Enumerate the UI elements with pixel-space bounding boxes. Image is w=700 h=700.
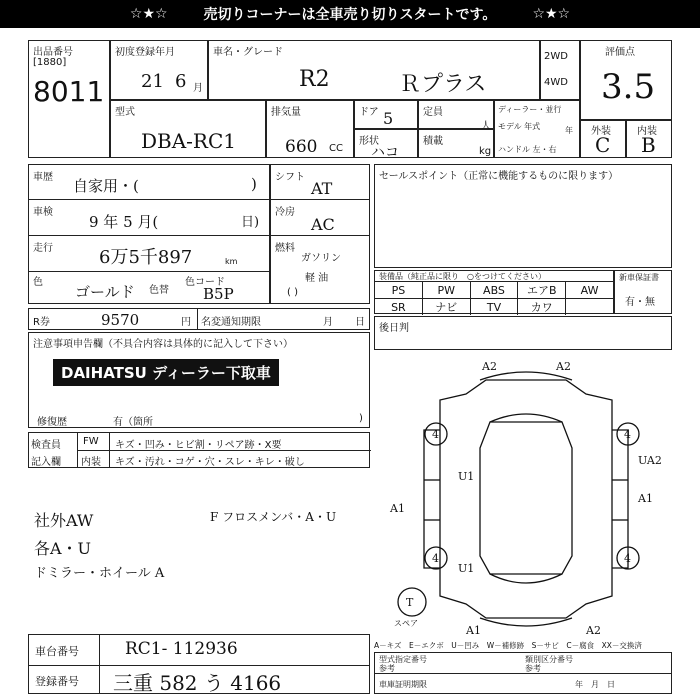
equip-empty <box>566 299 613 315</box>
inspector-note-1: 社外AW <box>34 511 94 530</box>
banner-text: 売切りコーナーは全車売り切りスタートです。 <box>203 7 497 23</box>
dealer-trade: DAIHATSU ディーラー下取車 <box>53 359 279 386</box>
eval-box <box>580 40 672 120</box>
tire-rr: 4 <box>624 552 631 565</box>
doors: 5 <box>383 109 394 128</box>
car-name: R2 <box>299 67 330 92</box>
handle-label: ハンドル 左・右 <box>498 145 557 154</box>
wd2: 2WD <box>544 51 568 62</box>
mark-bottom-left: A1 <box>466 624 481 637</box>
mark-right-side: A1 <box>638 492 653 505</box>
spare-label: スペア <box>394 619 418 628</box>
notes-label: 注意事項申告欄（不具合内容は具体的に記入して下さい） <box>33 339 293 350</box>
cert-label: 型式指定番号 <box>379 655 427 664</box>
door-label: ドア <box>359 107 379 118</box>
kg-unit: kg <box>479 146 492 157</box>
dealer-label: ディーラー・並行 <box>498 105 562 114</box>
mileage: 6万5千897 <box>99 247 193 268</box>
fw-items: キズ・凹み・ヒビ割・リペア跡・X要 <box>115 440 282 451</box>
lot-box <box>28 40 110 158</box>
fuel-label: 燃料 <box>275 243 295 254</box>
colorcode-label: 色コード <box>185 277 225 288</box>
mileage-label: 走行 <box>33 243 53 254</box>
drive-box <box>540 40 580 100</box>
mark-top-left: A2 <box>482 360 497 373</box>
cap-unit: 人 <box>481 121 491 132</box>
color: ゴールド <box>75 283 135 301</box>
dealer-box <box>494 100 580 158</box>
cap-label: 定員 <box>423 107 443 118</box>
sales-box <box>374 164 672 268</box>
ext-box <box>580 120 626 158</box>
mark-top-right: A2 <box>556 360 571 373</box>
shape: ハコ <box>371 145 399 161</box>
int-row-label: 内装 <box>81 457 101 468</box>
ac: AC <box>311 215 335 234</box>
shape-label: 形状 <box>359 136 379 147</box>
int-items: キズ・汚れ・コゲ・穴・スレ・キレ・破し <box>115 457 305 468</box>
cert-block <box>374 652 672 694</box>
sales-label: セールスポイント（正常に機能するものに限ります） <box>379 171 619 182</box>
int-box <box>626 120 672 158</box>
equip-row-1 <box>375 281 613 298</box>
plate: 三重 582 う 4166 <box>113 671 282 695</box>
inspector-note-3: 各A・U <box>34 539 92 558</box>
km-unit: km <box>225 257 238 266</box>
entry-label: 記入欄 <box>31 457 61 468</box>
model: DBA-RC1 <box>141 129 237 153</box>
history-close: ) <box>251 175 257 193</box>
model-label: 型式 <box>115 107 135 118</box>
equip-row-2 <box>375 298 613 315</box>
eval-score: 3.5 <box>601 67 656 107</box>
model-box <box>110 100 266 158</box>
tire-rl: 4 <box>432 552 439 565</box>
ext-label: 外装 <box>591 126 611 137</box>
mark-left-side: A1 <box>390 502 405 515</box>
repair-close: ) <box>359 413 363 424</box>
shape-box <box>354 129 418 161</box>
shaken: 9 年 5 月( <box>89 213 159 231</box>
inspector-label: 検査員 <box>31 440 61 451</box>
lot-number: 8011 <box>33 75 105 108</box>
class-ref: 参考 <box>525 664 541 673</box>
id-block <box>28 634 370 694</box>
spare-mark: T <box>406 596 414 609</box>
shaken-day: 日) <box>241 215 260 230</box>
weight-box <box>418 129 494 158</box>
transfer-month: 月 <box>323 317 333 328</box>
equip-navi: ナビ <box>423 299 471 315</box>
int-label: 内装 <box>637 126 657 137</box>
fuel: ガソリン <box>301 253 341 264</box>
equip-label: 装備品（純正品に限り ○をつけてください） <box>379 272 546 281</box>
ext-score: C <box>595 133 611 157</box>
fuel-diesel: 軽 油 <box>305 273 329 284</box>
recycle: 9570 <box>101 311 140 329</box>
equip-leather: カワ <box>518 299 566 315</box>
mark-right-mid: UA2 <box>638 454 662 467</box>
recycle-label: R券 <box>33 317 50 328</box>
item-number-label: 出品番号 <box>33 47 73 58</box>
warranty-box <box>614 270 672 314</box>
notes-box <box>28 332 370 428</box>
reg-year: 21 <box>141 71 164 92</box>
inspector-box <box>28 432 370 468</box>
shift: AT <box>311 179 333 198</box>
door-box <box>354 100 418 129</box>
banner-stars-left: ☆★☆ <box>129 6 168 22</box>
ownercert: 年 月 日 <box>575 680 615 689</box>
repair-label: 修復歴 <box>37 417 67 428</box>
disp-box <box>266 100 354 158</box>
transfer-label: 名変通知期限 <box>201 317 261 328</box>
after-label: 後日判 <box>379 323 409 334</box>
header-banner <box>0 0 700 28</box>
tire-fr: 4 <box>624 428 631 441</box>
ac-label: 冷房 <box>275 207 295 218</box>
lot-bracket: [1880] <box>33 57 67 68</box>
equip-tv: TV <box>471 299 519 315</box>
cap-box <box>418 100 494 132</box>
banner-stars-right: ☆★☆ <box>532 6 571 22</box>
grade: Ｒプラス <box>399 72 487 97</box>
cert-ref: 参考 <box>379 664 395 673</box>
weight-label: 積載 <box>423 136 443 147</box>
int-score: B <box>641 133 656 157</box>
name-box <box>208 40 540 100</box>
after-box <box>374 316 672 350</box>
equip-box <box>374 270 614 314</box>
repair: 有（箇所 <box>113 417 153 428</box>
mark-bottom-right: A2 <box>586 624 601 637</box>
reg-label: 初度登録年月 <box>115 47 175 58</box>
colorcode: B5P <box>203 285 234 303</box>
disp-label: 排気量 <box>271 107 301 118</box>
mark-front-u1: U1 <box>458 470 475 483</box>
shift-label: シフト <box>275 172 305 183</box>
tire-fl: 4 <box>432 428 439 441</box>
spec-block <box>270 164 370 304</box>
equip-sr: SR <box>375 299 423 315</box>
modelyear-label: モデル 年式 <box>498 122 541 131</box>
color-label: 色 <box>33 277 43 288</box>
fw-label: FW <box>83 436 99 447</box>
wd4: 4WD <box>544 77 568 88</box>
fuel-other: ( ) <box>287 287 298 298</box>
eval-label: 評価点 <box>605 47 635 58</box>
cc-unit: CC <box>329 143 343 154</box>
yen-unit: 円 <box>181 317 191 328</box>
displacement: 660 <box>285 137 318 157</box>
equip-aw: AW <box>580 283 599 297</box>
mark-rear-u1: U1 <box>458 562 475 575</box>
color-change: 色替 <box>149 285 169 296</box>
chassis-label: 車台番号 <box>35 645 79 658</box>
year-unit: 年 <box>565 126 573 135</box>
reg-box <box>110 40 208 100</box>
ownercert-label: 車庫証明期限 <box>379 680 427 689</box>
history: 自家用・( <box>73 177 139 195</box>
warranty: 有・無 <box>625 297 655 308</box>
car-diagram <box>386 360 672 640</box>
plate-label: 登録番号 <box>35 675 79 688</box>
transfer-day: 日 <box>355 317 365 328</box>
name-label: 車名・グレード <box>213 47 283 58</box>
inspector-note-4: ドミラー・ホイール A <box>34 566 165 581</box>
class-label: 類別区分番号 <box>525 655 573 664</box>
equip-abs: ABS <box>471 282 519 298</box>
month-unit: 月 <box>193 83 203 94</box>
warranty-label: 新車保証書 <box>619 273 659 282</box>
shaken-label: 車検 <box>33 207 53 218</box>
equip-ps: PS <box>375 282 423 298</box>
recycle-row <box>28 308 370 330</box>
damage-legend: A－キズ E－エクボ U－凹み W－補修跡 S－サビ C－腐食 XX－交換済 <box>374 641 642 650</box>
equip-pw: PW <box>423 282 471 298</box>
history-label: 車歴 <box>33 172 53 183</box>
chassis: RC1- 112936 <box>125 639 238 659</box>
equip-airbag: エアB <box>518 282 566 298</box>
history-block <box>28 164 270 304</box>
reg-month: 6 <box>175 71 187 92</box>
inspector-note-2: F フロスメンバ・A・U <box>210 510 337 524</box>
